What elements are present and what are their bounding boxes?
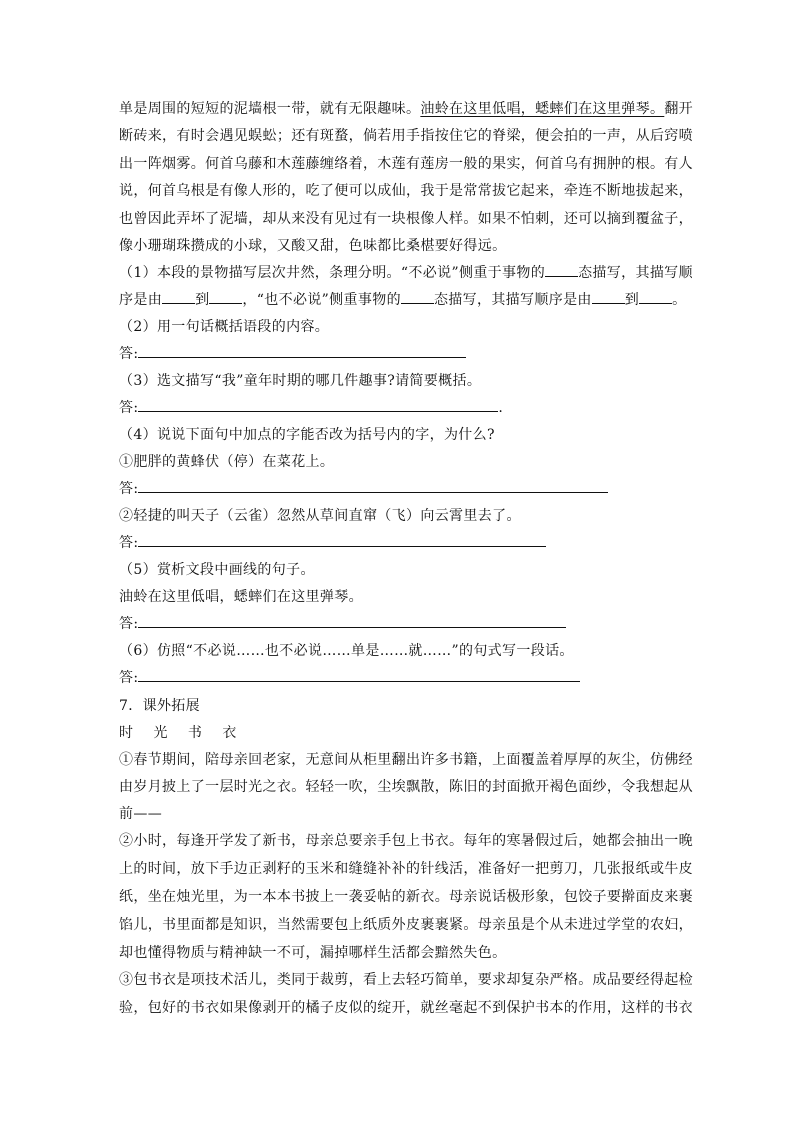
answer-line-6	[119, 667, 580, 687]
question-text: 。	[672, 292, 687, 308]
fill-blank[interactable]	[162, 291, 195, 304]
passage-line-2: 断砖来，有时会遇见蜈蚣；还有斑蝥，倘若用手指按住它的脊梁，便会拍的一声，从后窍喷	[119, 128, 693, 144]
question-6: （6）仿照“不必说……也不必说……单是……就……”的句式写一段话。	[119, 643, 574, 659]
answer-label: 答:	[119, 616, 139, 632]
question-text: 态描写，其描写顺	[578, 265, 693, 281]
question-text: （1）本段的景物描写层次井然，条理分明。“不必说”侧重于事物的	[119, 265, 546, 281]
question-4-item-2: ②轻捷的叫天子（云雀）忽然从草间直窜（飞）向云霄里去了。	[119, 508, 521, 524]
article-para-1-line-1: ①春节期间，陪母亲回老家，无意间从柜里翻出许多书籍，上面覆盖着厚厚的灰尘，仿佛经	[119, 752, 693, 768]
answer-field[interactable]	[138, 534, 546, 547]
answer-label: 答:	[119, 481, 139, 497]
section-7-heading: 7．课外拓展	[119, 698, 201, 714]
fill-blank[interactable]	[592, 291, 625, 304]
question-text: ，“也不必说”侧重事物的	[242, 292, 401, 308]
answer-label: 答:	[119, 670, 139, 686]
question-5: （5）赏析文段中画线的句子。	[119, 562, 315, 578]
answer-line-5	[119, 613, 566, 633]
answer-label: 答:	[119, 346, 139, 362]
passage-line-1	[119, 98, 693, 118]
answer-line-4-1	[119, 478, 608, 498]
article-para-2-line-2: 上的时间，放下手边正剥籽的玉米和缝缝补补的针线活，准备好一把剪刀，几张报纸或牛皮	[119, 861, 693, 877]
passage-text: 单是周围的短短的泥墙根一带，就有无限趣味。	[119, 101, 421, 117]
article-para-2-line-5: 却也懂得物质与精神缺一不可，漏掉哪样生活都会黯然失色。	[119, 945, 507, 961]
underlined-sentence: 油蛉在这里低唱，蟋蟀们在这里弹琴。	[420, 101, 665, 117]
fill-blank[interactable]	[545, 264, 578, 277]
answer-field[interactable]	[138, 480, 608, 493]
answer-line-4-2	[119, 532, 546, 552]
question-text: 态描写，其描写顺序是由	[433, 292, 592, 308]
question-3: （3）选文描写“我”童年时期的哪几件趣事?请简要概括。	[119, 373, 482, 389]
article-para-3-line-1: ③包书衣是项技术活儿，类同于裁剪，看上去轻巧简单，要求却复杂严格。成品要经得起检	[119, 972, 693, 988]
article-para-1-line-2: 由岁月披上了一层时光之衣。轻轻一吹，尘埃飘散，陈旧的封面掀开褐色面纱，令我想起从	[119, 779, 693, 795]
question-1-line-1	[119, 262, 693, 282]
question-1-line-2	[119, 289, 687, 309]
answer-field[interactable]	[138, 669, 580, 682]
article-para-2-line-4: 馅儿，书里面都是知识，当然需要包上纸质外皮裹裹紧。母亲虽是个从未进过学堂的农妇，	[119, 917, 693, 933]
question-text: 序是由	[119, 292, 163, 308]
answer-label: 答:	[119, 400, 139, 416]
answer-field[interactable]	[138, 615, 566, 628]
fill-blank[interactable]	[401, 291, 434, 304]
question-text: 到	[195, 292, 210, 308]
passage-line-6: 像小珊瑚珠攒成的小球，又酸又甜，色味都比桑椹要好得远。	[119, 238, 507, 254]
answer-tail: .	[498, 400, 504, 416]
article-para-2-line-3: 纸，坐在烛光里，为一本本书披上一袭妥帖的新衣。母亲说话极形象，包饺子要擀面皮来裹	[119, 889, 693, 905]
answer-line-3	[119, 397, 503, 417]
answer-line-2	[119, 343, 466, 363]
article-title: 时 光 书 衣	[119, 725, 245, 741]
fill-blank[interactable]	[639, 291, 672, 304]
question-2: （2）用一句话概括语段的内容。	[119, 319, 330, 335]
article-para-1-line-3: 前——	[119, 806, 163, 822]
passage-line-3: 出一阵烟雾。何首乌藤和木莲藤缠络着，木莲有莲房一般的果实，何首乌有拥肿的根。有人	[119, 156, 693, 172]
fill-blank[interactable]	[209, 291, 242, 304]
answer-field[interactable]	[138, 399, 498, 412]
question-text: 到	[624, 292, 640, 308]
article-para-2-line-1: ②小时，每逢开学发了新书，母亲总要亲手包上书衣。每年的寒暑假过后，她都会抽出一晚	[119, 833, 693, 849]
passage-line-4: 说，何首乌根是有像人形的，吃了便可以成仙，我于是常常拔它起来，牵连不断地拔起来，	[119, 183, 693, 199]
article-para-3-line-2: 验，包好的书衣如果像剥开的橘子皮似的绽开，就丝毫起不到保护书本的作用，这样的书衣	[119, 1000, 693, 1016]
question-4-item-1: ①肥胖的黄蜂伏（停）在菜花上。	[119, 454, 335, 470]
passage-text: 翻开	[664, 101, 694, 117]
answer-field[interactable]	[138, 345, 466, 358]
answer-label: 答:	[119, 535, 139, 551]
passage-line-5: 也曾因此弄坏了泥墙，却从来没有见过有一块根像人样。如果不怕刺，还可以摘到覆盆子，	[119, 211, 693, 227]
question-5-quote: 油蛉在这里低唱，蟋蟀们在这里弹琴。	[119, 589, 363, 605]
question-4: （4）说说下面句中加点的字能否改为括号内的字，为什么?	[119, 427, 495, 443]
